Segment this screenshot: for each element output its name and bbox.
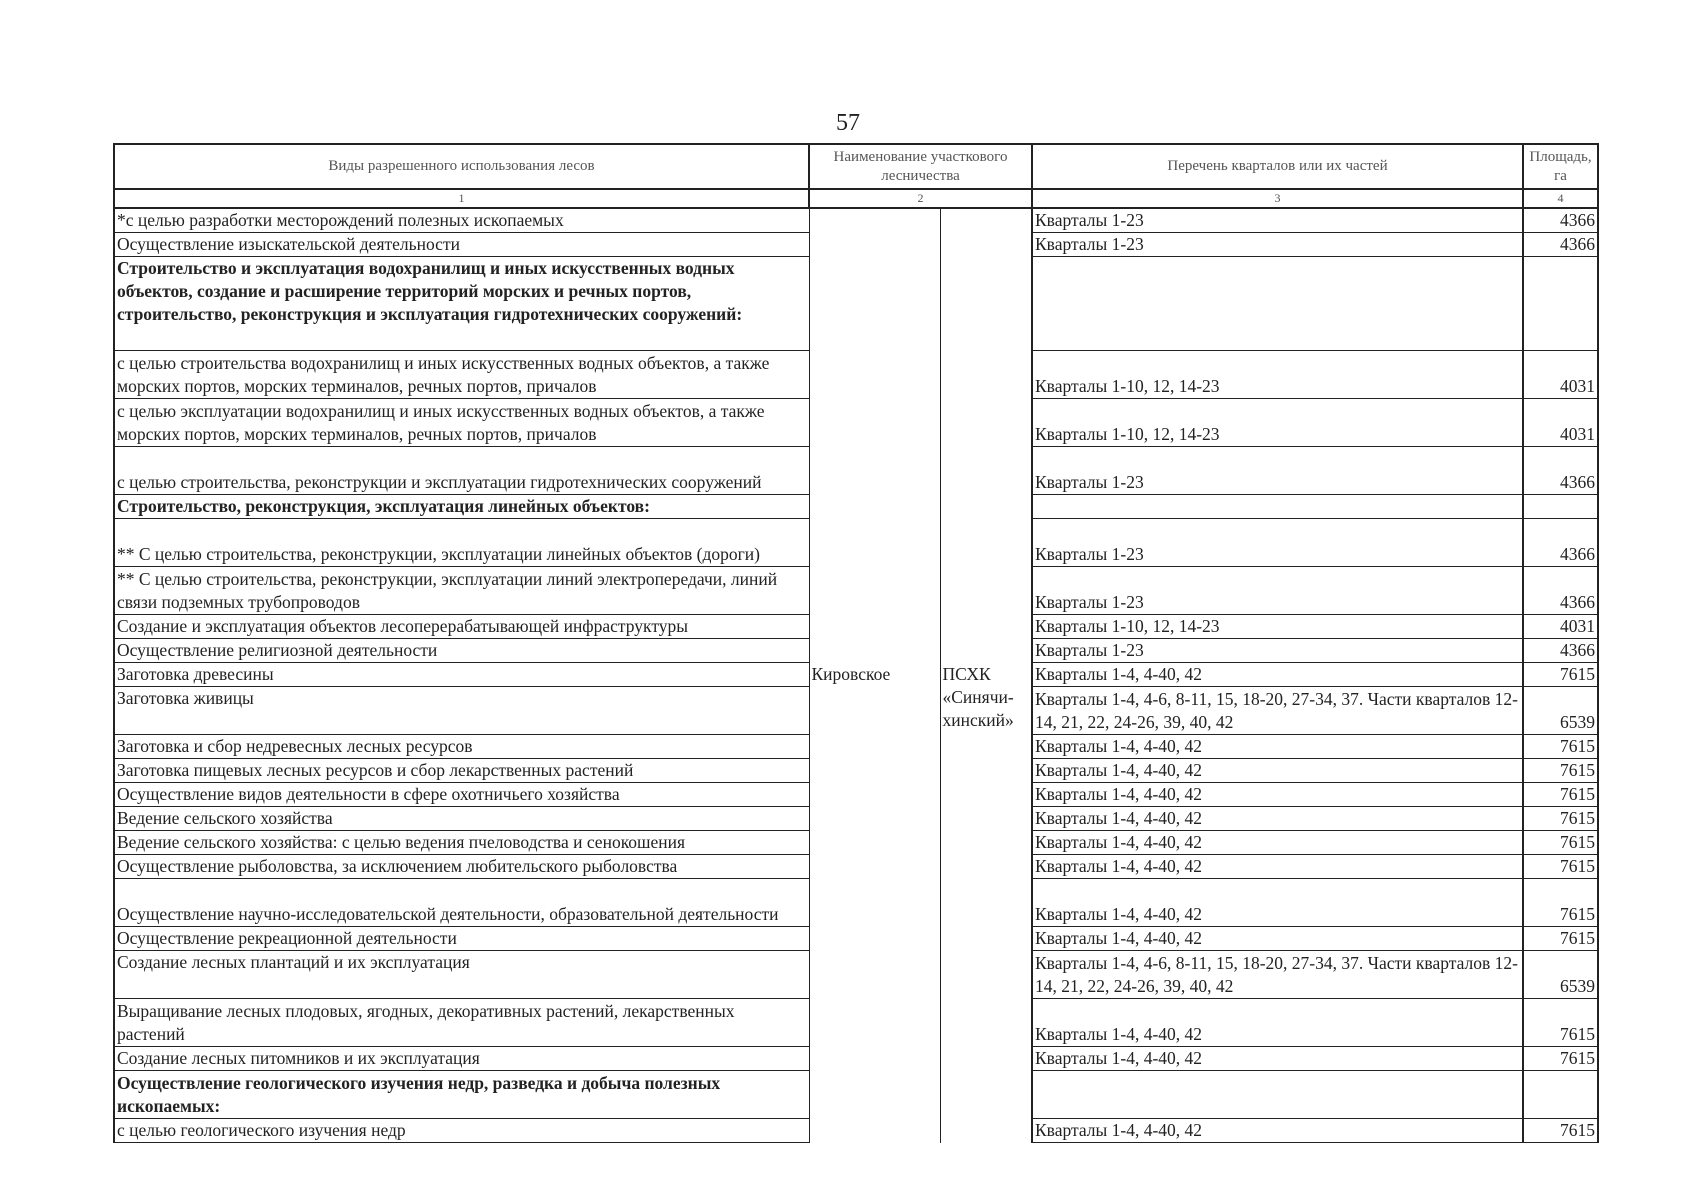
area-cell: 7615 <box>1523 855 1598 879</box>
quarters-cell: Кварталы 1-4, 4-40, 42 <box>1032 855 1523 879</box>
use-cell: с целью геологического изучения недр <box>114 1119 809 1143</box>
use-cell: Строительство, реконструкция, эксплуатация линейных объектов: <box>114 495 809 519</box>
use-cell: Выращивание лесных плодовых, ягодных, декоративных растений, лекарственных растений <box>114 999 809 1047</box>
quarters-cell: Кварталы 1-4, 4-40, 42 <box>1032 831 1523 855</box>
area-cell: 4366 <box>1523 233 1598 257</box>
use-cell: ** С целью строительства, реконструкции, эксплуатации линейных объектов (дороги) <box>114 519 809 567</box>
page-number: 57 <box>836 110 860 136</box>
use-cell: Осуществление геологического изучения недр, разведка и добыча полезных ископаемых: <box>114 1071 809 1119</box>
area-cell: 7615 <box>1523 783 1598 807</box>
use-cell: Заготовка живицы <box>114 687 809 735</box>
use-cell: с целью строительства, реконструкции и эксплуатации гидротехнических сооружений <box>114 447 809 495</box>
quarters-cell: Кварталы 1-4, 4-40, 42 <box>1032 783 1523 807</box>
area-cell: 7615 <box>1523 1047 1598 1071</box>
quarters-cell <box>1032 495 1523 519</box>
quarters-cell: Кварталы 1-23 <box>1032 208 1523 233</box>
quarters-cell: Кварталы 1-23 <box>1032 639 1523 663</box>
area-cell: 4031 <box>1523 351 1598 399</box>
quarters-cell: Кварталы 1-23 <box>1032 567 1523 615</box>
use-cell: Осуществление религиозной деятельности <box>114 639 809 663</box>
area-cell: 6539 <box>1523 951 1598 999</box>
header-quarters: Перечень кварталов или их частей <box>1032 144 1523 189</box>
header-forestry-name: Наименование участкового лесничества <box>809 144 1032 189</box>
area-cell: 7615 <box>1523 927 1598 951</box>
table-row <box>114 208 1598 233</box>
quarters-cell: Кварталы 1-4, 4-40, 42 <box>1032 927 1523 951</box>
quarters-cell: Кварталы 1-23 <box>1032 233 1523 257</box>
area-cell <box>1523 257 1598 351</box>
quarters-cell: Кварталы 1-4, 4-40, 42 <box>1032 663 1523 687</box>
use-cell: Осуществление рекреационной деятельности <box>114 927 809 951</box>
area-cell: 7615 <box>1523 999 1598 1047</box>
quarters-cell: Кварталы 1-4, 4-40, 42 <box>1032 735 1523 759</box>
quarters-cell: Кварталы 1-4, 4-40, 42 <box>1032 879 1523 927</box>
area-cell: 4031 <box>1523 399 1598 447</box>
area-cell: 7615 <box>1523 759 1598 783</box>
quarters-cell: Кварталы 1-4, 4-6, 8-11, 15, 18-20, 27-34, 37. Части кварталов 12-14, 21, 22, 24-26, 39, 40, 42 <box>1032 951 1523 999</box>
use-cell: Заготовка пищевых лесных ресурсов и сбор лекарственных растений <box>114 759 809 783</box>
use-cell: *с целью разработки месторождений полезных ископаемых <box>114 208 809 233</box>
area-cell <box>1523 1071 1598 1119</box>
area-cell: 4031 <box>1523 615 1598 639</box>
quarters-cell: Кварталы 1-23 <box>1032 519 1523 567</box>
column-number: 3 <box>1032 189 1523 208</box>
area-cell: 7615 <box>1523 879 1598 927</box>
forestry-cell <box>809 208 940 663</box>
column-number: 1 <box>114 189 809 208</box>
use-cell: ** С целью строительства, реконструкции, эксплуатации линий электропередачи, линий связи подземных трубопроводов <box>114 567 809 615</box>
subforestry-cell <box>940 208 1032 663</box>
use-cell: Осуществление изыскательской деятельности <box>114 233 809 257</box>
area-cell: 7615 <box>1523 735 1598 759</box>
forest-use-table <box>113 143 1599 1143</box>
area-cell: 4366 <box>1523 639 1598 663</box>
use-cell: с целью строительства водохранилищ и иных искусственных водных объектов, а также морских портов, морских терминалов, речных портов, причалов <box>114 351 809 399</box>
quarters-cell: Кварталы 1-10, 12, 14-23 <box>1032 351 1523 399</box>
header-use-types: Виды разрешенного использования лесов <box>114 144 809 189</box>
header-area: Площадь, га <box>1523 144 1598 189</box>
use-cell: Создание лесных питомников и их эксплуатация <box>114 1047 809 1071</box>
area-cell: 7615 <box>1523 1119 1598 1143</box>
quarters-cell <box>1032 257 1523 351</box>
column-number-row <box>114 189 1598 208</box>
quarters-cell: Кварталы 1-4, 4-40, 42 <box>1032 1119 1523 1143</box>
use-cell: Создание и эксплуатация объектов лесоперерабатывающей инфраструктуры <box>114 615 809 639</box>
quarters-cell: Кварталы 1-4, 4-40, 42 <box>1032 807 1523 831</box>
use-cell: Осуществление рыболовства, за исключением любительского рыболовства <box>114 855 809 879</box>
use-cell: Ведение сельского хозяйства <box>114 807 809 831</box>
quarters-cell: Кварталы 1-4, 4-6, 8-11, 15, 18-20, 27-34, 37. Части кварталов 12-14, 21, 22, 24-26, 39, 40, 42 <box>1032 687 1523 735</box>
use-cell: Строительство и эксплуатация водохранилищ и иных искусственных водных объектов, создание и расширение территорий морских и речных портов, строительство, реконструкция и эксплуатация гидротехнических сооружений: <box>114 257 809 351</box>
area-cell: 4366 <box>1523 567 1598 615</box>
quarters-cell <box>1032 1071 1523 1119</box>
use-cell: Заготовка и сбор недревесных лесных ресурсов <box>114 735 809 759</box>
area-cell: 7615 <box>1523 663 1598 687</box>
area-cell: 4366 <box>1523 447 1598 495</box>
quarters-cell: Кварталы 1-4, 4-40, 42 <box>1032 1047 1523 1071</box>
use-cell: с целью эксплуатации водохранилищ и иных искусственных водных объектов, а также морских портов, морских терминалов, речных портов, причалов <box>114 399 809 447</box>
use-cell: Осуществление видов деятельности в сфере охотничьего хозяйства <box>114 783 809 807</box>
subforestry-name-cell: ПСХК «Синячи-хинский» <box>940 663 1032 1143</box>
area-cell: 6539 <box>1523 687 1598 735</box>
area-cell: 4366 <box>1523 208 1598 233</box>
column-number: 2 <box>809 189 1032 208</box>
column-number: 4 <box>1523 189 1598 208</box>
header-row <box>114 144 1598 189</box>
use-cell: Создание лесных плантаций и их эксплуатация <box>114 951 809 999</box>
use-cell: Осуществление научно-исследовательской деятельности, образовательной деятельности <box>114 879 809 927</box>
area-cell <box>1523 495 1598 519</box>
area-cell: 7615 <box>1523 831 1598 855</box>
table-row <box>114 663 1598 687</box>
area-cell: 7615 <box>1523 807 1598 831</box>
forestry-name-cell: Кировское <box>809 663 940 1143</box>
quarters-cell: Кварталы 1-23 <box>1032 447 1523 495</box>
use-cell: Заготовка древесины <box>114 663 809 687</box>
quarters-cell: Кварталы 1-4, 4-40, 42 <box>1032 759 1523 783</box>
use-cell: Ведение сельского хозяйства: с целью ведения пчеловодства и сенокошения <box>114 831 809 855</box>
area-cell: 4366 <box>1523 519 1598 567</box>
quarters-cell: Кварталы 1-10, 12, 14-23 <box>1032 615 1523 639</box>
quarters-cell: Кварталы 1-4, 4-40, 42 <box>1032 999 1523 1047</box>
quarters-cell: Кварталы 1-10, 12, 14-23 <box>1032 399 1523 447</box>
